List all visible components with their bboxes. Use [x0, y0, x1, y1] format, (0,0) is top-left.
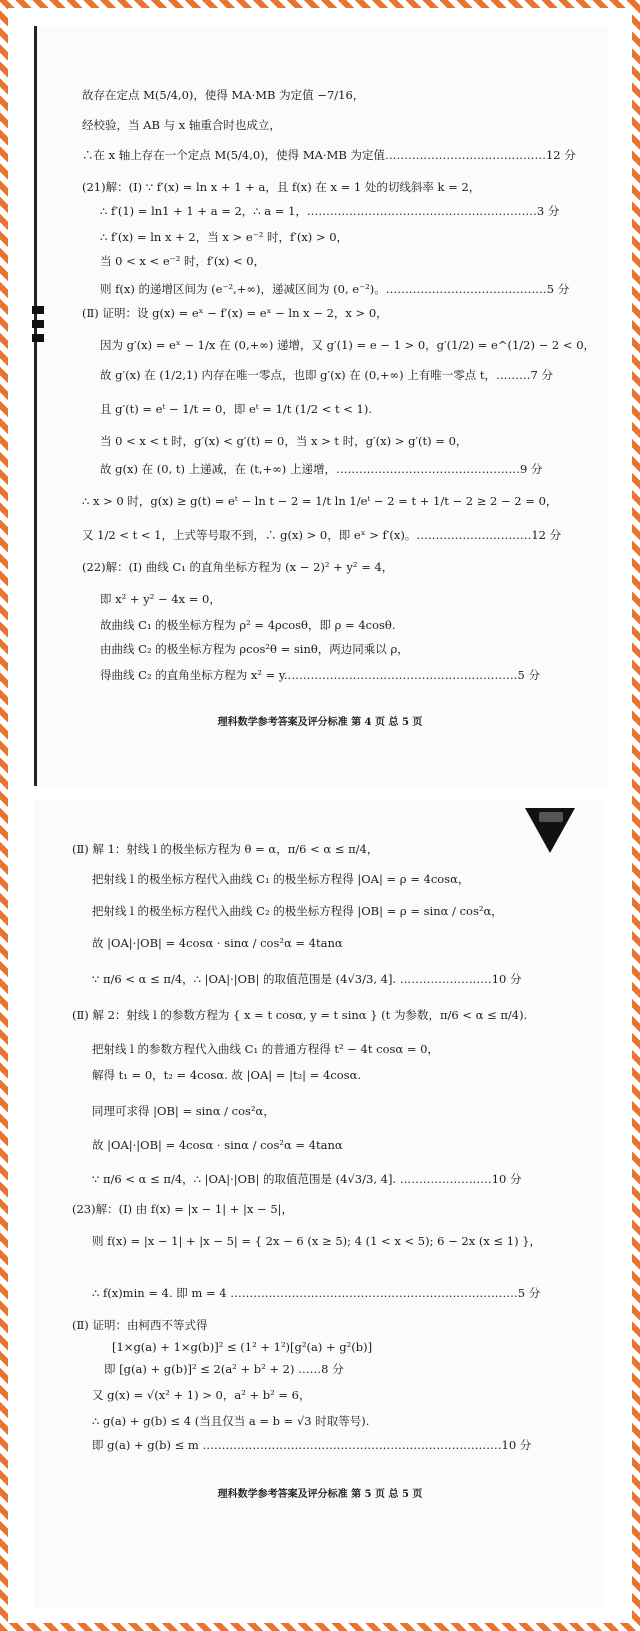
solution-line: 且 g′(t) = eᵗ − 1/t = 0，即 eᵗ = 1/t (1/2 < t < 1). [100, 402, 373, 416]
solution-line: ∴ f′(1) = ln1 + 1 + a = 2，∴ a = 1，……………………………………………………3 分 [100, 204, 560, 218]
solution-line: 把射线 l 的极坐标方程代入曲线 C₁ 的极坐标方程得 |OA| = ρ = 4cosα， [92, 872, 470, 886]
solution-line: 故 |OA|·|OB| = 4cosα · sinα / cos²α = 4tanα [92, 1138, 343, 1152]
solution-line: ∴ x > 0 时，g(x) ≥ g(t) = eᵗ − ln t − 2 = 1/t ln 1/eᵗ − 2 = t + 1/t − 2 ≥ 2 − 2 = 0， [82, 494, 558, 508]
solution-line: 解得 t₁ = 0，t₂ = 4cosα. 故 |OA| = |t₂| = 4cosα. [92, 1068, 362, 1082]
page-footer: 理科数学参考答案及评分标准 第 5 页 总 5 页 [217, 1489, 423, 1500]
solution-line: 则 f(x) 的递增区间为 (e⁻²,+∞)，递减区间为 (0, e⁻²)。……………………………………5 分 [100, 282, 570, 296]
solution-line: 故 |OA|·|OB| = 4cosα · sinα / cos²α = 4tanα [92, 936, 343, 950]
solution-line: 经校验，当 AB 与 x 轴重合时也成立， [82, 118, 281, 132]
corner-stamp-icon [539, 812, 563, 822]
solution-line: (23)解：(Ⅰ) 由 f(x) = |x − 1| + |x − 5|， [72, 1202, 294, 1216]
solution-line: (21)解：(Ⅰ) ∵ f′(x) = ln x + 1 + a，且 f(x) 在 x = 1 处的切线斜率 k = 2， [82, 180, 481, 194]
binder-mark [32, 320, 44, 328]
solution-line: 则 f(x) = |x − 1| + |x − 5| = { 2x − 6 (x ≥ 5); 4 (1 < x < 5); 6 − 2x (x ≤ 1) }， [92, 1234, 542, 1248]
solution-line: 当 0 < x < e⁻² 时，f′(x) < 0， [100, 254, 266, 268]
solution-line: (Ⅱ) 证明：由柯西不等式得 [72, 1318, 208, 1332]
solution-line: 即 [g(a) + g(b)]² ≤ 2(a² + b² + 2) ……8 分 [104, 1362, 344, 1376]
solution-line: 又 g(x) = √(x² + 1) > 0，a² + b² = 6， [92, 1388, 311, 1402]
solution-line: 得曲线 C₂ 的直角坐标方程为 x² = y.……………………………………………………5 分 [100, 668, 541, 682]
solution-line: 故 g′(x) 在 (1/2,1) 内存在唯一零点，也即 g′(x) 在 (0,+∞) 上有唯一零点 t，………7 分 [100, 368, 553, 382]
solution-line: ∴ f(x)min = 4. 即 m = 4 …………………………………………………………………5 分 [92, 1286, 541, 1300]
solution-line: ∵ π/6 < α ≤ π/4，∴ |OA|·|OB| 的取值范围是 (4√3/3, 4]. ……………………10 分 [92, 972, 522, 986]
solution-line: (Ⅱ) 解 1：射线 l 的极坐标方程为 θ = α，π/6 < α ≤ π/4， [72, 842, 379, 856]
binder-mark [32, 334, 44, 342]
solution-line: 由曲线 C₂ 的极坐标方程为 ρcos²θ = sinθ，两边同乘以 ρ， [100, 642, 409, 656]
solution-line: (22)解：(Ⅰ) 曲线 C₁ 的直角坐标方程为 (x − 2)² + y² = 4， [82, 560, 394, 574]
solution-line: ∴在 x 轴上存在一个定点 M(5/4,0)，使得 MA·MB 为定值……………………………………12 分 [82, 148, 576, 162]
solution-line: 把射线 l 的极坐标方程代入曲线 C₂ 的极坐标方程得 |OB| = ρ = sinα / cos²α， [92, 904, 503, 918]
solution-line: 又 1/2 < t < 1，上式等号取不到，∴ g(x) > 0，即 eˣ > f′(x)。…………………………12 分 [82, 528, 562, 542]
solution-line: 把射线 l 的参数方程代入曲线 C₁ 的普通方程得 t² − 4t cosα = 0， [92, 1042, 439, 1056]
solution-line: ∴ g(a) + g(b) ≤ 4 (当且仅当 a = b = √3 时取等号). [92, 1414, 370, 1428]
solution-line: (Ⅱ) 证明：设 g(x) = eˣ − f′(x) = eˣ − ln x − 2，x > 0， [82, 306, 388, 320]
page-footer: 理科数学参考答案及评分标准 第 4 页 总 5 页 [217, 717, 423, 728]
solution-line: [1×g(a) + 1×g(b)]² ≤ (1² + 1²)[g²(a) + g²(b)] [112, 1340, 373, 1354]
binder-mark [32, 306, 44, 314]
solution-line: 故 g(x) 在 (0, t) 上递减，在 (t,+∞) 上递增，…………………………………………9 分 [100, 462, 543, 476]
solution-line: 故存在定点 M(5/4,0)，使得 MA·MB 为定值 −7/16， [82, 88, 365, 102]
solution-line: 同理可求得 |OB| = sinα / cos²α， [92, 1104, 275, 1118]
solution-line: 故曲线 C₁ 的极坐标方程为 ρ² = 4ρcosθ，即 ρ = 4cosθ. [100, 618, 396, 632]
solution-line: 因为 g′(x) = eˣ − 1/x 在 (0,+∞) 递增，又 g′(1) = e − 1 > 0，g′(1/2) = e^(1/2) − 2 < 0， [100, 338, 596, 352]
solution-line: 当 0 < x < t 时，g′(x) < g′(t) = 0，当 x > t 时，g′(x) > g′(t) = 0， [100, 434, 468, 448]
solution-line: 即 g(a) + g(b) ≤ m ……………………………………………………………………10 分 [92, 1438, 532, 1452]
solution-line: 即 x² + y² − 4x = 0， [100, 592, 221, 606]
solution-line: ∵ π/6 < α ≤ π/4，∴ |OA|·|OB| 的取值范围是 (4√3/3, 4]. ……………………10 分 [92, 1172, 522, 1186]
solution-line: ∴ f′(x) = ln x + 2，当 x > e⁻² 时，f′(x) > 0， [100, 230, 349, 244]
solution-line: (Ⅱ) 解 2：射线 l 的参数方程为 { x = t cosα, y = t sinα } (t 为参数，π/6 < α ≤ π/4). [72, 1008, 528, 1022]
